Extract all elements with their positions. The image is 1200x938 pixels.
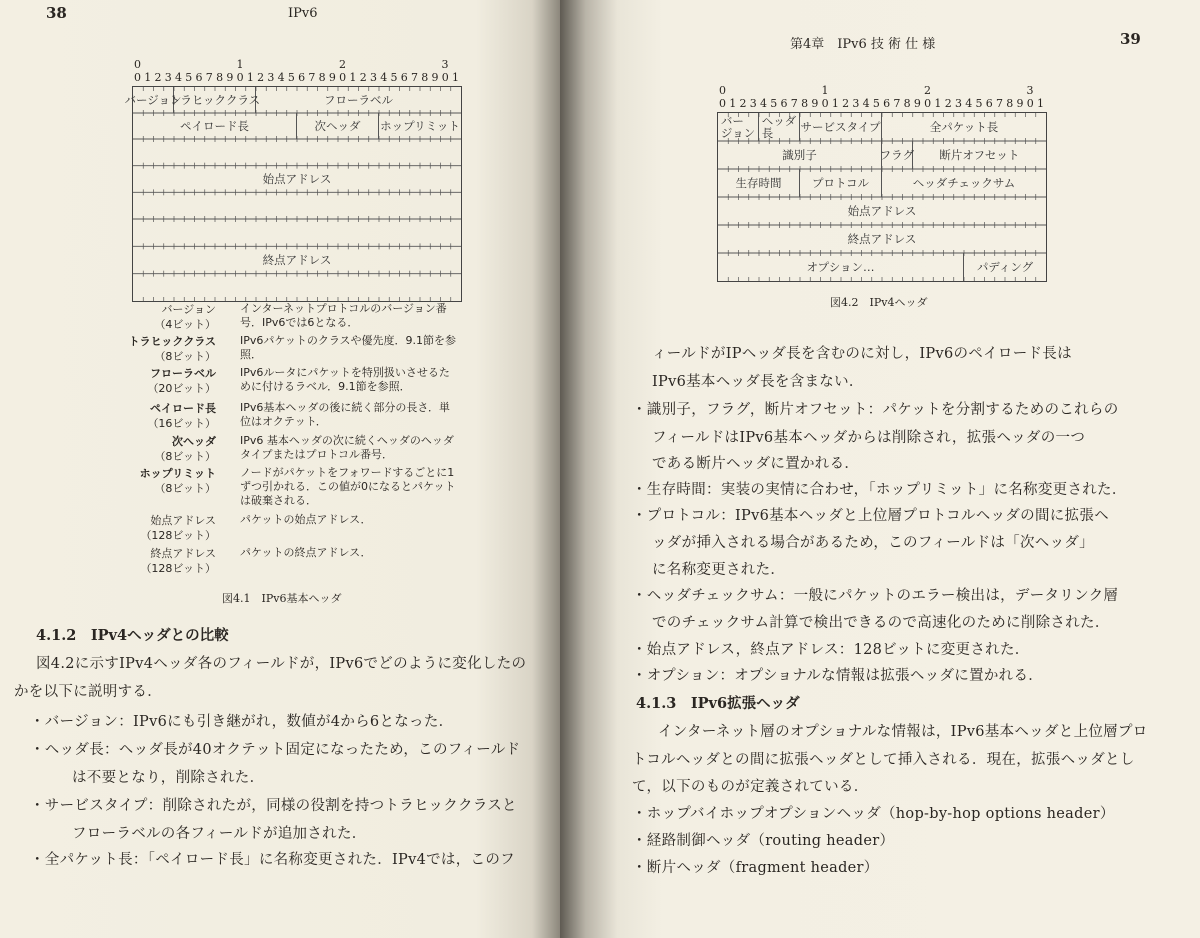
field-name: 次ヘッダ [172,435,216,448]
body-line: ・ヘッダチェックサム：一般にパケットのエラー検出は，データリンク層 [632,588,1119,604]
field-size: （8ビット） [154,482,216,495]
header-field: バー ジョン [718,113,759,141]
field-description: パケットの終点アドレス． [240,546,372,559]
ruler-units: 01234567890123456789012345678901 [719,97,1048,110]
ruler-tens-label: 0 [719,84,726,97]
figure-caption: 図4.1 IPv6基本ヘッダ [222,592,342,605]
field-size: （128ビット） [140,562,216,575]
field-size: （8ビット） [154,450,216,463]
header-field: サービスタイプ [800,113,882,141]
field-name-label [106,513,216,543]
left-page [0,0,560,938]
header-field: オプション… [718,253,964,281]
body-line: ・始点アドレス，終点アドレス：128ビットに変更された． [632,642,1030,658]
body-line: ・ホップバイホップオプションヘッダ（hop-by-hop options header） [632,806,1115,822]
body-line: ッダが挿入される場合があるため，このフィールドは「次ヘッダ」 [652,535,1094,551]
field-description: パケットの始点アドレス． [240,513,372,526]
running-head: 第4章 IPv6 技 術 仕 様 [790,37,936,52]
body-line: かを以下に説明する． [14,684,162,700]
header-field: 断片オフセット [939,148,1020,162]
header-field: 始点アドレス [847,204,917,218]
field-name-label [106,434,216,464]
field-description: インターネットプロトコルのバージョン番号．IPv6では6となる． [240,302,447,329]
field-size: （16ビット） [147,417,216,430]
field-size: （8ビット） [154,350,216,363]
header-field: ペイロード長 [133,113,297,139]
ruler-tens-label: 3 [1026,84,1034,97]
header-field: 生存時間 [718,169,800,197]
body-line: である断片ヘッダに置かれる． [652,456,860,472]
header-field: 全パケット長 [929,120,999,134]
field-description: IPv6ルータにパケットを特別扱いさせるために付けるラベル．9.1節を参照． [240,366,450,393]
body-line: ・バージョン：IPv6にも引き継がれ，数値が4から6となった． [30,714,454,730]
body-line: インターネット層のオプショナルな情報は，IPv6基本ヘッダと上位層プロ [658,724,1148,740]
body-line: トコルヘッダとの間に拡張ヘッダとして挿入される．現在，拡張ヘッダとし [632,752,1135,768]
body-line: フローラベルの各フィールドが追加された． [72,826,367,842]
header-field: 始点アドレス [262,172,332,186]
field-description: IPv6パケットのクラスや優先度．9.1節を参照． [240,334,456,361]
field-size: （20ビット） [147,382,216,395]
right-page [560,0,1200,938]
field-name-label [106,466,216,496]
field-name-label [106,366,216,396]
ruler-units: 01234567890123456789012345678901 [134,71,463,84]
field-name: ペイロード長 [150,402,216,415]
body-line: でのチェックサム計算で検出できるので高速化のために削除された． [652,615,1110,631]
body-line: ・識別子，フラグ，断片オフセット：パケットを分割するためのこれらの [632,402,1119,418]
field-name: バージョン [161,303,216,316]
header-field: ヘッダ 長 [759,113,800,141]
section-heading: 4.1.2 IPv4ヘッダとの比較 [36,627,229,644]
ruler-tens-label: 1 [821,84,829,97]
ruler-tens-label: 2 [924,84,931,97]
field-name: ホップリミット [139,467,216,480]
header-field: フローラベル [324,93,393,107]
field-name: フローラベル [150,367,216,380]
body-line: ・全パケット長：「ペイロード長」に名称変更された．IPv4では，このフ [30,852,515,868]
body-line: に名称変更された． [652,562,786,578]
header-field: パディング [976,260,1034,274]
header-field: ホップリミット [380,119,460,133]
field-name-label [106,546,216,576]
ruler-tens-label: 2 [339,58,346,71]
header-field: ヘッダチェックサム [912,176,1016,190]
field-description: ノードがパケットをフォワードするごとに1ずつ引かれる．この値が0になるとパケットは破棄される． [240,466,456,507]
page-number: 39 [1120,30,1141,48]
field-description: IPv6 基本ヘッダの次に続くヘッダのヘッダタイプまたはプロトコル番号． [240,434,454,461]
body-line: ・ヘッダ長：ヘッダ長が40オクテット固定になったため，このフィールド [30,742,521,758]
header-field: バージョン [133,87,174,113]
body-line: ・オプション：オプショナルな情報は拡張ヘッダに置かれる． [632,668,1044,684]
header-diagram-box [717,112,1047,282]
body-line: ・断片ヘッダ（fragment header） [632,860,879,876]
field-description: IPv6基本ヘッダの後に続く部分の長さ．単位はオクテット． [240,401,450,428]
ruler-tens-label: 1 [236,58,244,71]
field-name: トラヒッククラス [128,335,216,348]
field-name: 始点アドレス [150,514,216,527]
header-diagram-box [124,86,462,302]
section-heading: 4.1.3 IPv6拡張ヘッダ [636,695,800,712]
field-name: 終点アドレス [150,547,216,560]
figure-caption: 図4.2 IPv4ヘッダ [830,296,928,309]
field-name-label [106,401,216,431]
field-size: （128ビット） [140,529,216,542]
header-field: 終点アドレス [847,232,917,246]
body-line: ・サービスタイプ：削除されたが，同様の役割を持つトラヒッククラスと [30,798,517,814]
field-name-label [106,334,216,364]
page-number: 38 [46,4,67,22]
ruler-tens-label: 3 [441,58,449,71]
header-field: 次ヘッダ [297,113,379,139]
body-line: ・生存時間：実装の実情に合わせ，「ホップリミット」に名称変更された． [632,482,1127,498]
header-field: 識別子 [718,141,882,169]
header-field: プロトコル [800,169,882,197]
body-line: て，以下のものが定義されている． [632,779,869,795]
ruler-tens-label: 0 [134,58,141,71]
field-size: （4ビット） [154,318,216,331]
body-line: ・プロトコル：IPv6基本ヘッダと上位層プロトコルヘッダの間に拡張ヘ [632,508,1109,524]
field-name-label [106,302,216,332]
header-field: 終点アドレス [262,253,332,267]
body-line: ィールドがIPヘッダ長を含むのに対し，IPv6のペイロード長は [652,346,1072,362]
header-field: トラヒッククラス [174,87,256,113]
body-line: ・経路制御ヘッダ（routing header） [632,833,895,849]
body-line: フィールドはIPv6基本ヘッダからは削除され，拡張ヘッダの一つ [652,430,1086,446]
body-line: IPv6基本ヘッダ長を含まない． [652,374,864,390]
body-line: 図4.2に示すIPv4ヘッダ各のフィールドが，IPv6でどのように変化したの [36,656,527,672]
running-head: IPv6 [288,6,318,21]
body-line: は不要となり，削除された． [72,770,265,786]
header-field: フラグ [882,141,913,169]
